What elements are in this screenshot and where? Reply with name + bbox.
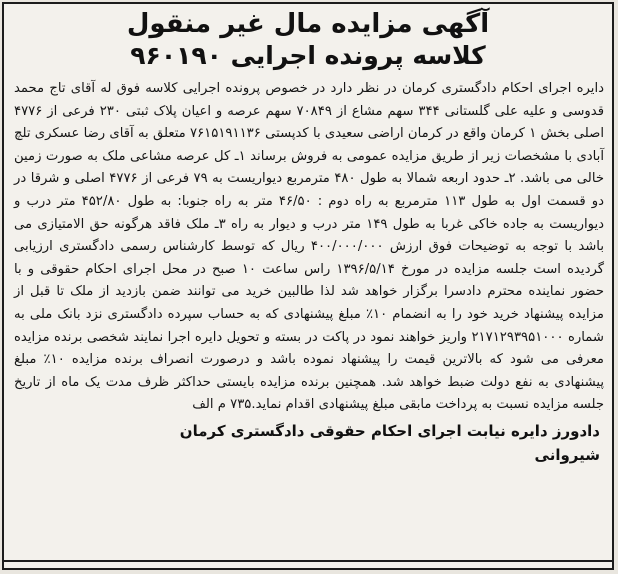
notice-body: دایره اجرای احکام دادگستری کرمان در نظر دارد در خصوص پرونده اجرایی کلاسه فوق له آقای تاج محمد قدوسی و علیه علی گلستانی ۳۴۴ سهم مشاع از ۷۰۸۴۹ سهم عرصه و اعیان پلاک ثبتی ۲۳۰ فرعی از ۴۷۷۶ اصلی بخش ۱ کرمان واقع در کرمان اراضی سعیدی با کدپستی ۷۶۱۵۱۹۱۱۳۶ متعلق به آقای رضا عسکری تلچ آبادی با مشخصات زیر از طریق مزایده عمومی به فروش برساند ۱ـ کل عرصه مشاعی ملک به صورت زمین خالی می باشد. ۲ـ حدود اربعه شمالا به طول ۴۸۰ مترمربع دیواریست به ۷۹ فرعی از ۴۷۷۶ اصلی و شرقا در دو قسمت اول به طول ۱۱۳ مترمربع به راه دوم : ۴۶/۵۰ متر به راه جنوبا: به طول ۴۵۲/۸۰ متر درب و دیواریست به جاده خاکی غربا به طول ۱۴۹ متر درب و دیوار به راه ۳ـ ملک فاقد هرگونه حق الامتیازی می باشد با توجه به توضیحات فوق ارزش ۴۰۰/۰۰۰/۰۰۰ ریال که توسط کارشناس رسمی دادگستری ارزیابی گردیده است جلسه مزایده در مورخ ۱۳۹۶/۵/۱۴ راس ساعت ۱۰ صبح در محل اجرای احکام حقوقی و با حضور نماینده محترم دادسرا برگزار خواهد شد لذا طالبین خرید می توانند ضمن بازدید از ملک تا قبل از مزایده پیشنهاد خرید خود را به انضمام ۱۰٪ مبلغ پیشنهادی که به حساب سپرده دادگستری نزد بانک ملی به شماره ۲۱۷۱۲۹۳۹۵۱۰۰۰ واریز خواهند نمود در پاکت در بسته و تحویل دایره اجرا نمایند شخصی برنده مزایده معرفی می شود که بالاترین قیمت را پیشنهاد نموده باشد و درصورت انصراف برنده مزایده ۱۰٪ مبلغ پیشنهادی به نفع دولت ضبط خواهد شد. همچنین برنده مزایده بایستی حداکثر ظرف مدت یک ماه از تاریخ جلسه مزایده نسبت به پرداخت مابقی مبلغ پیشنهادی اقدام نماید.۷۳۵ م الف [14,81,605,413]
notice-title: آگهی مزایده مال غیر منقول [126,9,490,39]
signature-name: شیروانی [534,445,600,464]
signature-block [14,419,600,467]
case-number-heading: کلاسه پرونده اجرایی ۹۶۰۱۹۰ [130,41,486,70]
signature-title: دادورز دایره نیابت اجرای احکام حقوقی دادگستری کرمان [179,421,600,440]
notice-frame [2,2,614,570]
bottom-divider [4,560,612,562]
